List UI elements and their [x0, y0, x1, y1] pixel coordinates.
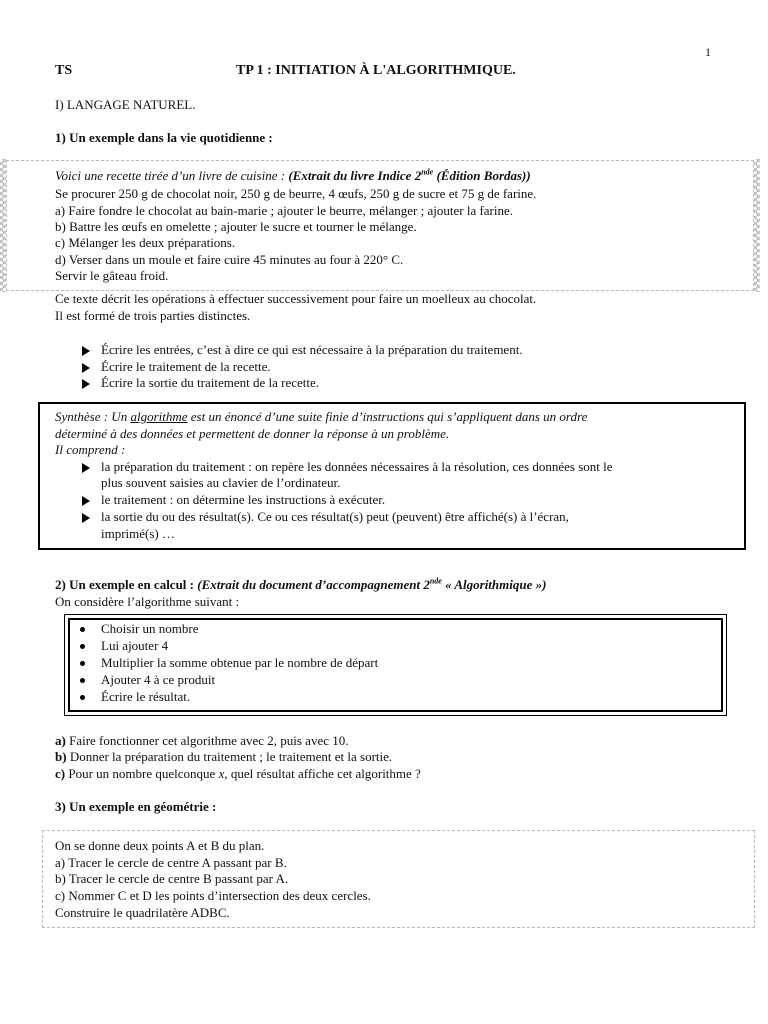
arrow-bullet-icon	[82, 346, 90, 356]
synthesis-line-3: Il comprend :	[55, 442, 126, 457]
synthesis-line-1	[55, 409, 587, 425]
synthesis-item-cont: imprimé(s) …	[101, 526, 176, 541]
recipe-source-a: (Extrait du livre Indice 2	[288, 168, 422, 183]
recipe-line: d) Verser dans un moule et faire cuire 45 minutes au four à 220° C.	[55, 252, 404, 267]
question-text: Faire fonctionner cet algorithme avec 2, puis avec 10.	[65, 733, 349, 748]
geometry-line: b) Tracer le cercle de centre B passant par A.	[55, 871, 289, 886]
geometry-line: On se donne deux points A et B du plan.	[55, 838, 265, 853]
arrow-bullet-icon	[82, 496, 90, 506]
question-a	[55, 733, 349, 749]
question-variable: x	[218, 766, 225, 781]
description-line: Ce texte décrit les opérations à effectuer successivement pour faire un moelleux au chocolat.	[55, 291, 537, 306]
section-heading-1: I) LANGAGE NATUREL.	[55, 97, 196, 112]
page-number: 1	[705, 45, 711, 59]
list-item: Écrire la sortie du traitement de la recette.	[101, 375, 319, 390]
synthesis-label: Synthèse : Un	[55, 409, 131, 424]
question-text: Pour un nombre quelconque	[65, 766, 219, 781]
synthesis-text: est un énoncé d’une suite finie d’instructions qui s’appliquent dans un ordre	[187, 409, 588, 424]
algo-intro: On considère l’algorithme suivant :	[55, 594, 240, 609]
description-line: Il est formé de trois parties distinctes.	[55, 308, 251, 323]
synthesis-item-cont: plus souvent saisies au clavier de l’ordinateur.	[101, 475, 341, 490]
calc-heading: 2) Un exemple en calcul :	[55, 577, 198, 592]
question-label: c)	[55, 766, 66, 781]
question-b	[55, 749, 392, 765]
geometry-line: a) Tracer le cercle de centre A passant par B.	[55, 855, 287, 870]
algo-step: Multiplier la somme obtenue par le nombre de départ	[101, 655, 379, 670]
subsection-heading-3: 3) Un exemple en géométrie :	[55, 799, 217, 814]
question-label: a)	[55, 733, 66, 748]
geometry-line: Construire le quadrilatère ADBC.	[55, 905, 230, 920]
algo-step: Choisir un nombre	[101, 621, 199, 636]
question-text: , quel résultat affiche cet algorithme ?	[224, 766, 421, 781]
synthesis-line-2: déterminé à des données et permettent de donner la réponse à un problème.	[55, 426, 450, 441]
class-label: TS	[55, 63, 73, 78]
geometry-line: c) Nommer C et D les points d’intersection des deux cercles.	[55, 888, 371, 903]
bullet-icon	[80, 695, 85, 700]
list-item: Écrire le traitement de la recette.	[101, 359, 271, 374]
question-text: Donner la préparation du traitement ; le traitement et la sortie.	[66, 749, 393, 764]
arrow-bullet-icon	[82, 463, 90, 473]
recipe-line: Se procurer 250 g de chocolat noir, 250 g de beurre, 4 œufs, 250 g de sucre et 75 g de farine.	[55, 186, 537, 201]
subsection-heading-1: 1) Un exemple dans la vie quotidienne :	[55, 130, 273, 145]
bullet-icon	[80, 678, 85, 683]
recipe-intro	[55, 168, 531, 184]
calc-source-a: (Extrait du document d’accompagnement 2	[197, 577, 430, 592]
synthesis-item: la préparation du traitement : on repère les données nécessaires à la résolution, ces données sont le	[101, 459, 613, 474]
synthesis-item: la sortie du ou des résultat(s). Ce ou ces résultat(s) peut (peuvent) être affiché(s) à l’écran,	[101, 509, 569, 524]
recipe-source-b: (Édition Bordas))	[433, 168, 531, 183]
bullet-icon	[80, 644, 85, 649]
calc-source-b: « Algorithmique »)	[441, 577, 547, 592]
recipe-line: c) Mélanger les deux préparations.	[55, 235, 236, 250]
algo-step: Lui ajouter 4	[101, 638, 169, 653]
arrow-bullet-icon	[82, 363, 90, 373]
subsection-heading-2	[55, 577, 546, 593]
synthesis-term: algorithme	[130, 409, 188, 424]
recipe-line: b) Battre les œufs en omelette ; ajouter le sucre et tourner le mélange.	[55, 219, 417, 234]
recipe-line: Servir le gâteau froid.	[55, 268, 169, 283]
question-c	[55, 766, 421, 782]
question-label: b)	[55, 749, 67, 764]
recipe-intro-text: Voici une recette tirée d’un livre de cuisine :	[55, 168, 289, 183]
arrow-bullet-icon	[82, 513, 90, 523]
bullet-icon	[80, 661, 85, 666]
algo-step: Ajouter 4 à ce produit	[101, 672, 216, 687]
arrow-bullet-icon	[82, 379, 90, 389]
calc-source-sup: nde	[429, 576, 442, 586]
recipe-line: a) Faire fondre le chocolat au bain-marie ; ajouter le beurre, mélanger ; ajouter la farine.	[55, 203, 514, 218]
synthesis-item: le traitement : on détermine les instructions à exécuter.	[101, 492, 386, 507]
bullet-icon	[80, 627, 85, 632]
algo-step: Écrire le résultat.	[101, 689, 191, 704]
recipe-source-sup: nde	[421, 167, 434, 177]
page-title: TP 1 : INITIATION À L'ALGORITHMIQUE.	[236, 63, 516, 78]
list-item: Écrire les entrées, c’est à dire ce qui est nécessaire à la préparation du traitement.	[101, 342, 523, 357]
